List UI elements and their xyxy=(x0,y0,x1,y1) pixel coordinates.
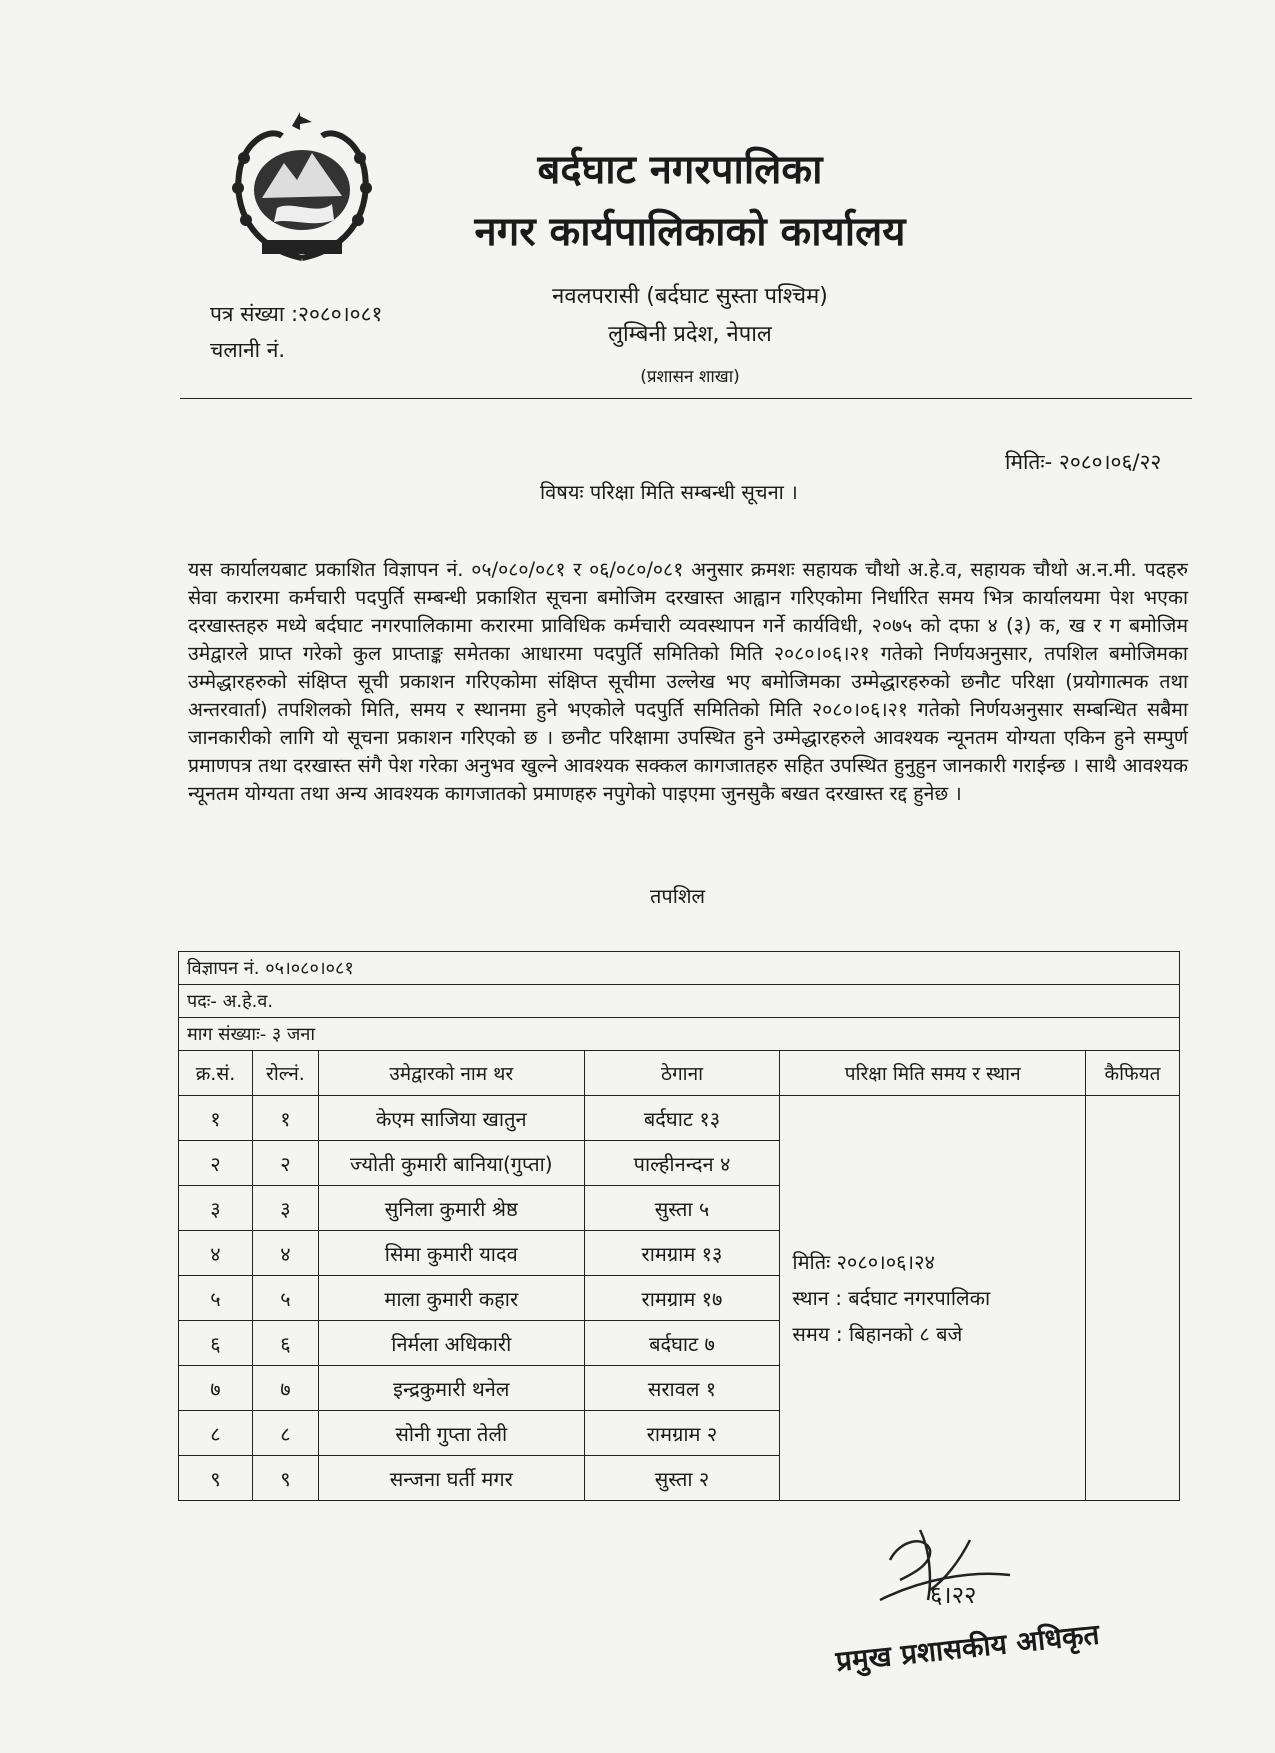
serial-cell: ६ xyxy=(179,1321,253,1366)
name-cell: इन्द्रकुमारी थनेल xyxy=(318,1366,584,1411)
serial-cell: २ xyxy=(179,1141,253,1186)
header-serial: क्र.सं. xyxy=(179,1051,253,1096)
signature-mark xyxy=(870,1520,1020,1630)
address-cell: सुस्ता २ xyxy=(584,1456,780,1501)
roll-cell: २ xyxy=(252,1141,318,1186)
name-cell: सोनी गुप्ता तेली xyxy=(318,1411,584,1456)
address-cell: पाल्हीनन्दन ४ xyxy=(584,1141,780,1186)
address-cell: सरावल १ xyxy=(584,1366,780,1411)
serial-cell: ७ xyxy=(179,1366,253,1411)
exam-place: स्थान : बर्दघाट नगरपालिका xyxy=(792,1286,991,1310)
address-cell: बर्दघाट १३ xyxy=(584,1096,780,1141)
roll-cell: ८ xyxy=(252,1411,318,1456)
header-roll: रोल्नं. xyxy=(252,1051,318,1096)
roll-cell: ९ xyxy=(252,1456,318,1501)
name-cell: ज्योती कुमारी बानिया(गुप्ता) xyxy=(318,1141,584,1186)
serial-cell: ८ xyxy=(179,1411,253,1456)
address-cell: सुस्ता ५ xyxy=(584,1186,780,1231)
address-line-2: लुम्बिनी प्रदेश, नेपाल xyxy=(608,322,772,347)
municipality-name: बर्दघाट नगरपालिका xyxy=(537,147,823,193)
advertisement-number: विज्ञापन नं. ०५।०८०।०८१ xyxy=(179,952,1180,985)
roll-cell: ४ xyxy=(252,1231,318,1276)
office-name: नगर कार्यपालिकाको कार्यालय xyxy=(474,209,906,255)
address-cell: रामग्राम २ xyxy=(584,1411,780,1456)
name-cell: निर्मला अधिकारी xyxy=(318,1321,584,1366)
nepal-government-emblem xyxy=(222,108,382,273)
name-cell: सन्जना घर्ती मगर xyxy=(318,1456,584,1501)
roll-cell: ६ xyxy=(252,1321,318,1366)
letter-number: पत्र संख्या :२०८०।०८१ xyxy=(210,302,383,326)
header-address: ठेगाना xyxy=(584,1051,780,1096)
table-header-row xyxy=(179,1051,1180,1096)
candidate-table xyxy=(178,951,1180,1501)
roll-cell: ५ xyxy=(252,1276,318,1321)
roll-cell: ३ xyxy=(252,1186,318,1231)
name-cell: माला कुमारी कहार xyxy=(318,1276,584,1321)
address-cell: रामग्राम १७ xyxy=(584,1276,780,1321)
post-name: पदः- अ.हे.व. xyxy=(179,985,1180,1018)
header-divider xyxy=(180,398,1192,399)
demand-count: माग संख्याः- ३ जना xyxy=(179,1018,1180,1051)
remarks-cell xyxy=(1086,1096,1180,1501)
branch-name: (प्रशासन शाखा) xyxy=(640,367,740,387)
roll-cell: ७ xyxy=(252,1366,318,1411)
serial-cell: ९ xyxy=(179,1456,253,1501)
serial-cell: ५ xyxy=(179,1276,253,1321)
notice-subject: विषयः परिक्षा मिति सम्बन्धी सूचना । xyxy=(540,480,798,504)
serial-cell: ४ xyxy=(179,1231,253,1276)
exam-date: मितिः २०८०।०६।२४ xyxy=(792,1250,935,1274)
header-remarks: कैफियत xyxy=(1086,1051,1180,1096)
notice-date: मितिः- २०८०।०६/२२ xyxy=(1005,450,1162,474)
signature-date: ६।२२ xyxy=(930,1581,977,1609)
name-cell: केएम साजिया खातुन xyxy=(318,1096,584,1141)
header-name: उमेद्वारको नाम थर xyxy=(318,1051,584,1096)
name-cell: सिमा कुमारी यादव xyxy=(318,1231,584,1276)
schedule-cell xyxy=(780,1096,1086,1501)
serial-cell: ३ xyxy=(179,1186,253,1231)
address-cell: बर्दघाट ७ xyxy=(584,1321,780,1366)
address-cell: रामग्राम १३ xyxy=(584,1231,780,1276)
officer-stamp: प्रमुख प्रशासकीय अधिकृत xyxy=(834,1617,1101,1679)
table-row xyxy=(179,1096,1180,1141)
serial-cell: १ xyxy=(179,1096,253,1141)
exam-time: समय : बिहानको ८ बजे xyxy=(792,1322,963,1346)
address-line-1: नवलपरासी (बर्दघाट सुस्ता पश्चिम) xyxy=(552,284,828,309)
notice-body: यस कार्यालयबाट प्रकाशित विज्ञापन नं. ०५/०८०/०८१ र ०६/०८०/०८१ अनुसार क्रमशः सहायक चौथो अ.हे.व, सहायक चौथो अ.न.मी. पदहरु सेवा करारमा कर्मचारी पदपुर्ति सम्बन्धी प्रकाशित सूचना बमोजिम दरखास्त आह्वान गरिएकोमा निर्धारित समय भित्र कार्यालयमा पेश भएका दरखास्तहरु मध्ये बर्दघाट नगरपालिकामा करारमा प्राविधिक कर्मचारी व्यवस्थापन गर्ने कार्यविधी, २०७५ को दफा ४ (३) क, ख र ग बमोजिम उमेद्वारले प्राप्त गरेको कुल प्राप्ताङ्क समेतका आधारमा पदपुर्ति समितिको मिति २०८०।०६।२१ गतेको निर्णयअनुसार, तपशिल बमोजिमका उम्मेद्धारहरुको संक्षिप्त सूची प्रकाशन गरिएकोमा संक्षिप्त सूचीमा उल्लेख भए बमोजिमका उम्मेद्धारहरुको छनौट परिक्षा (प्रयोगात्मक तथा अन्तरवार्ता) तपशिलको मिति, समय र स्थानमा हुने भएकोले पदपुर्ति समितिको मिति २०८०।०६।२१ गतेको निर्णयअनुसार सम्बन्धित सबैमा जानकारीको लागि यो सूचना प्रकाशन गरिएको छ । छनौट परिक्षामा उपस्थित हुने उम्मेद्धारहरुले आवश्यक न्यूनतम योग्यता एकिन हुने सम्पुर्ण प्रमाणपत्र तथा दरखास्त संगै पेश गरेका अनुभव खुल्ने आवश्यक सक्कल कागजातहरु सहित उपस्थित हुनुहुन जानकारी गराईन्छ । साथै आवश्यक न्यूनतम योग्यता तथा अन्य आवश्यक कागजातको प्रमाणहरु नपुगेको पाइएमा जुनसुकै बखत दरखास्त रद्द हुनेछ । xyxy=(188,558,1188,805)
dispatch-number: चलानी नं. xyxy=(210,338,286,362)
roll-cell: १ xyxy=(252,1096,318,1141)
name-cell: सुनिला कुमारी श्रेष्ठ xyxy=(318,1186,584,1231)
schedule-heading: तपशिल xyxy=(650,884,706,908)
header-schedule: परिक्षा मिति समय र स्थान xyxy=(780,1051,1086,1096)
